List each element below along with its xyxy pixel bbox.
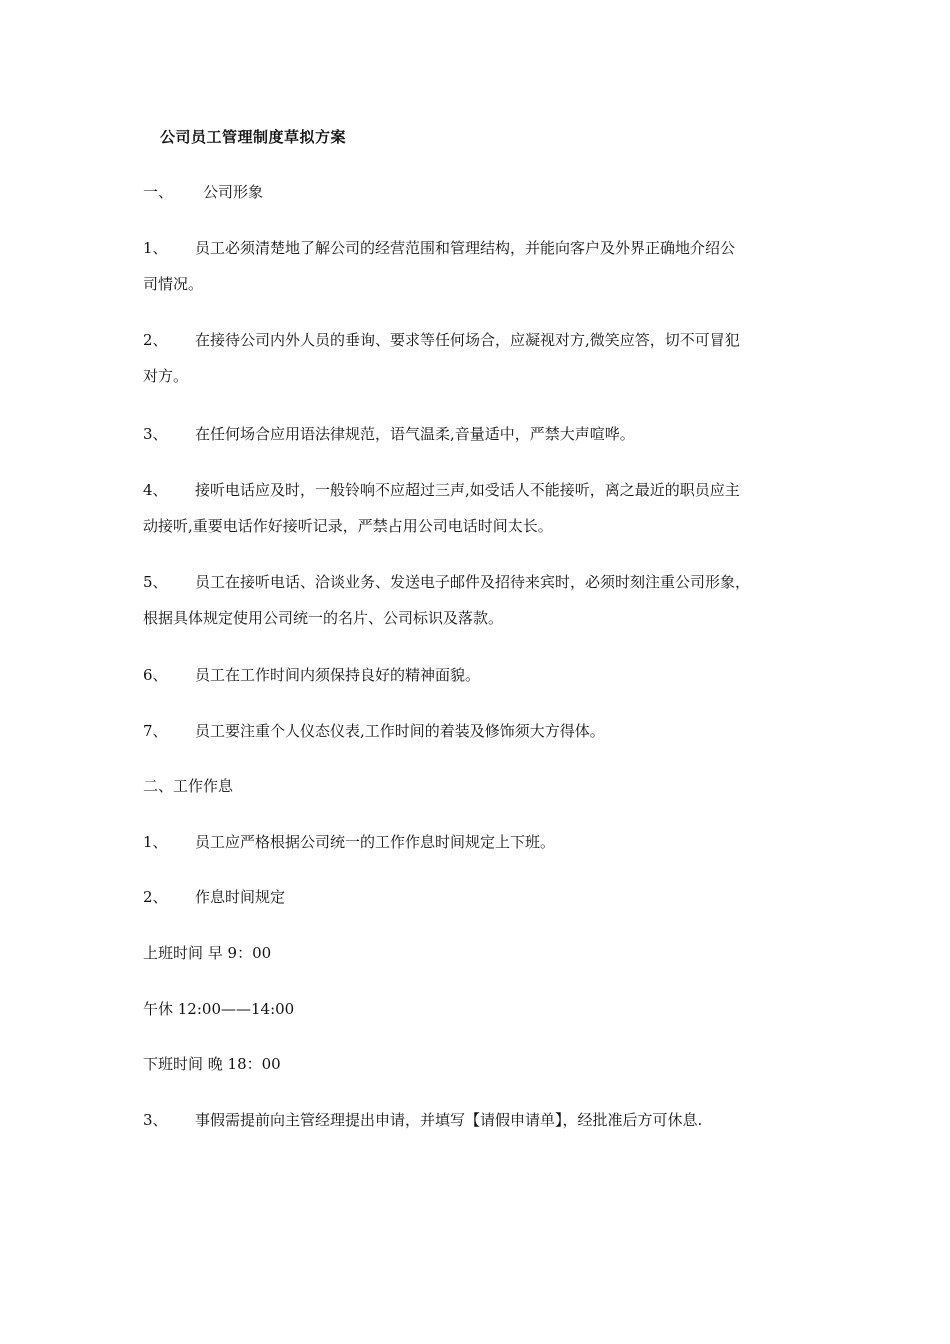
item-number: 3、 (143, 1111, 168, 1129)
section-heading-1 (143, 174, 813, 210)
item-text: 在接待公司内外人员的垂询、要求等任何场合，应凝视对方,微笑应答，切不可冒犯 (195, 331, 740, 349)
item-text: 员工必须清楚地了解公司的经营范围和管理结构，并能向客户及外界正确地介绍公 (195, 239, 736, 257)
item-number: 3、 (143, 425, 168, 443)
section-heading-2: 二、工作作息 (143, 777, 234, 795)
item-text-continued: 对方。 (143, 367, 189, 385)
item-text: 员工应严格根据公司统一的工作作息时间规定上下班。 (195, 833, 556, 851)
list-item (143, 657, 813, 693)
item-text: 员工在接听电话、洽谈业务、发送电子邮件及招待来宾时，必须时刻注重公司形象， (195, 573, 751, 591)
item-number: 2、 (143, 888, 168, 906)
item-text: 接听电话应及时，一般铃响不应超过三声,如受话人不能接听，离之最近的职员应主 (195, 481, 740, 499)
item-text: 事假需提前向主管经理提出申请，并填写【请假申请单】，经批准后方可休息. (195, 1111, 703, 1129)
item-number: 6、 (143, 666, 168, 684)
schedule-end: 下班时间 晚 18：00 (143, 1055, 281, 1073)
schedule-start: 上班时间 早 9：00 (143, 944, 272, 962)
item-text: 在任何场合应用语法律规范，语气温柔,音量适中，严禁大声喧哗。 (195, 425, 635, 443)
list-item (143, 824, 813, 860)
item-text: 员工要注重个人仪态仪表,工作时间的着装及修饰须大方得体。 (195, 722, 605, 740)
document-title: 公司员工管理制度草拟方案 (160, 128, 347, 146)
item-text-continued: 司情况。 (143, 275, 204, 293)
list-item (143, 879, 813, 915)
list-item (143, 472, 813, 544)
item-text: 员工在工作时间内须保持良好的精神面貌。 (195, 666, 481, 684)
item-number: 4、 (143, 481, 168, 499)
list-item (143, 713, 813, 749)
item-text-continued: 动接听,重要电话作好接听记录，严禁占用公司电话时间太长。 (143, 517, 553, 535)
list-item (143, 416, 813, 452)
schedule-lunch: 午休 12:00——14:00 (143, 1000, 295, 1018)
section-number: 一、 (143, 183, 174, 201)
section-title: 公司形象 (203, 183, 264, 201)
item-number: 1、 (143, 239, 168, 257)
list-item (143, 564, 813, 636)
list-item (143, 230, 813, 302)
item-number: 1、 (143, 833, 168, 851)
item-text: 作息时间规定 (195, 888, 286, 906)
item-number: 2、 (143, 331, 168, 349)
item-number: 7、 (143, 722, 168, 740)
item-number: 5、 (143, 573, 168, 591)
list-item (143, 322, 813, 394)
list-item (143, 1102, 813, 1138)
item-text-continued: 根据具体规定使用公司统一的名片、公司标识及落款。 (143, 609, 504, 627)
